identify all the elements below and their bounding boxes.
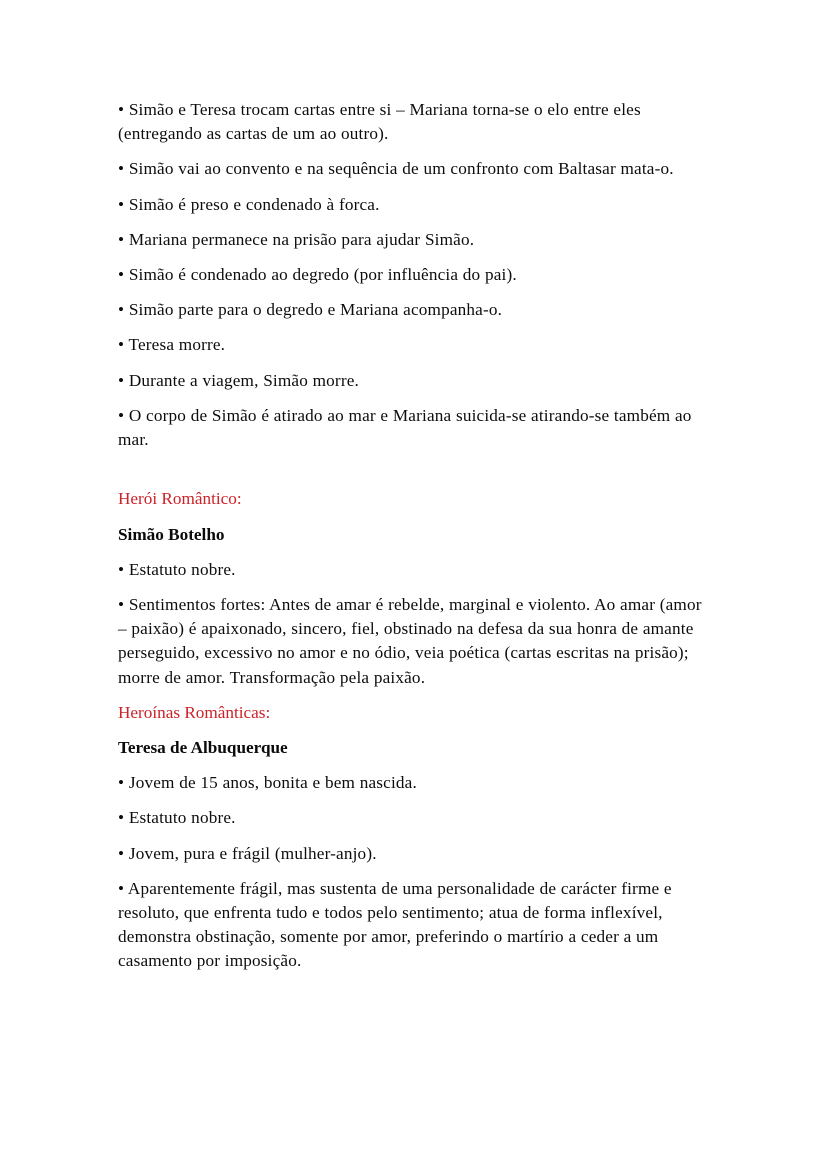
list-item: • Estatuto nobre. [118, 559, 236, 579]
list-item: • Jovem, pura e frágil (mulher-anjo). [118, 843, 377, 863]
section-heading-hero: Herói Romântico: [118, 489, 242, 509]
heroines-section [118, 701, 712, 974]
synopsis-bullet-list [118, 98, 712, 452]
list-item: • Teresa morre. [118, 335, 226, 355]
list-item: • Estatuto nobre. [118, 808, 236, 828]
character-name-simao: Simão Botelho [118, 524, 225, 544]
document-content [118, 98, 712, 985]
list-item: • Aparentemente frágil, mas sustenta de uma personalidade de carácter firme e resoluto, que enfrenta tudo e todos pelo sentimento; atua de forma inflexível, demonstra obstinação, somente por amor, preferindo o martírio a ceder a um casamento por imposição. [118, 878, 672, 971]
list-item: • Jovem de 15 anos, bonita e bem nascida. [118, 773, 417, 793]
character-name-teresa: Teresa de Albuquerque [118, 738, 288, 758]
list-item: • Sentimentos fortes: Antes de amar é rebelde, marginal e violento. Ao amar (amor – paixão) é apaixonado, sincero, fiel, obstinado na defesa da sua honra de amante perseguido, excessivo no amor e no ódio, veia poética (cartas escritas na prisão); morre de amor. Transformação pela paixão. [118, 595, 702, 687]
list-item: • Simão é preso e condenado à forca. [118, 194, 380, 214]
hero-section [118, 487, 712, 689]
list-item: • Simão vai ao convento e na sequência de um confronto com Baltasar mata-o. [118, 159, 674, 179]
list-item: • Durante a viagem, Simão morre. [118, 370, 359, 390]
list-item: • Mariana permanece na prisão para ajudar Simão. [118, 229, 475, 249]
list-item: • Simão e Teresa trocam cartas entre si – Mariana torna-se o elo entre eles (entregando as cartas de um ao outro). [118, 100, 641, 144]
list-item: • Simão parte para o degredo e Mariana acompanha-o. [118, 300, 503, 320]
list-item: • Simão é condenado ao degredo (por influência do pai). [118, 265, 517, 285]
section-heading-heroines: Heroínas Românticas: [118, 702, 271, 722]
blank-line-spacer [118, 463, 712, 487]
list-item: • O corpo de Simão é atirado ao mar e Mariana suicida-se atirando-se também ao mar. [118, 405, 692, 450]
